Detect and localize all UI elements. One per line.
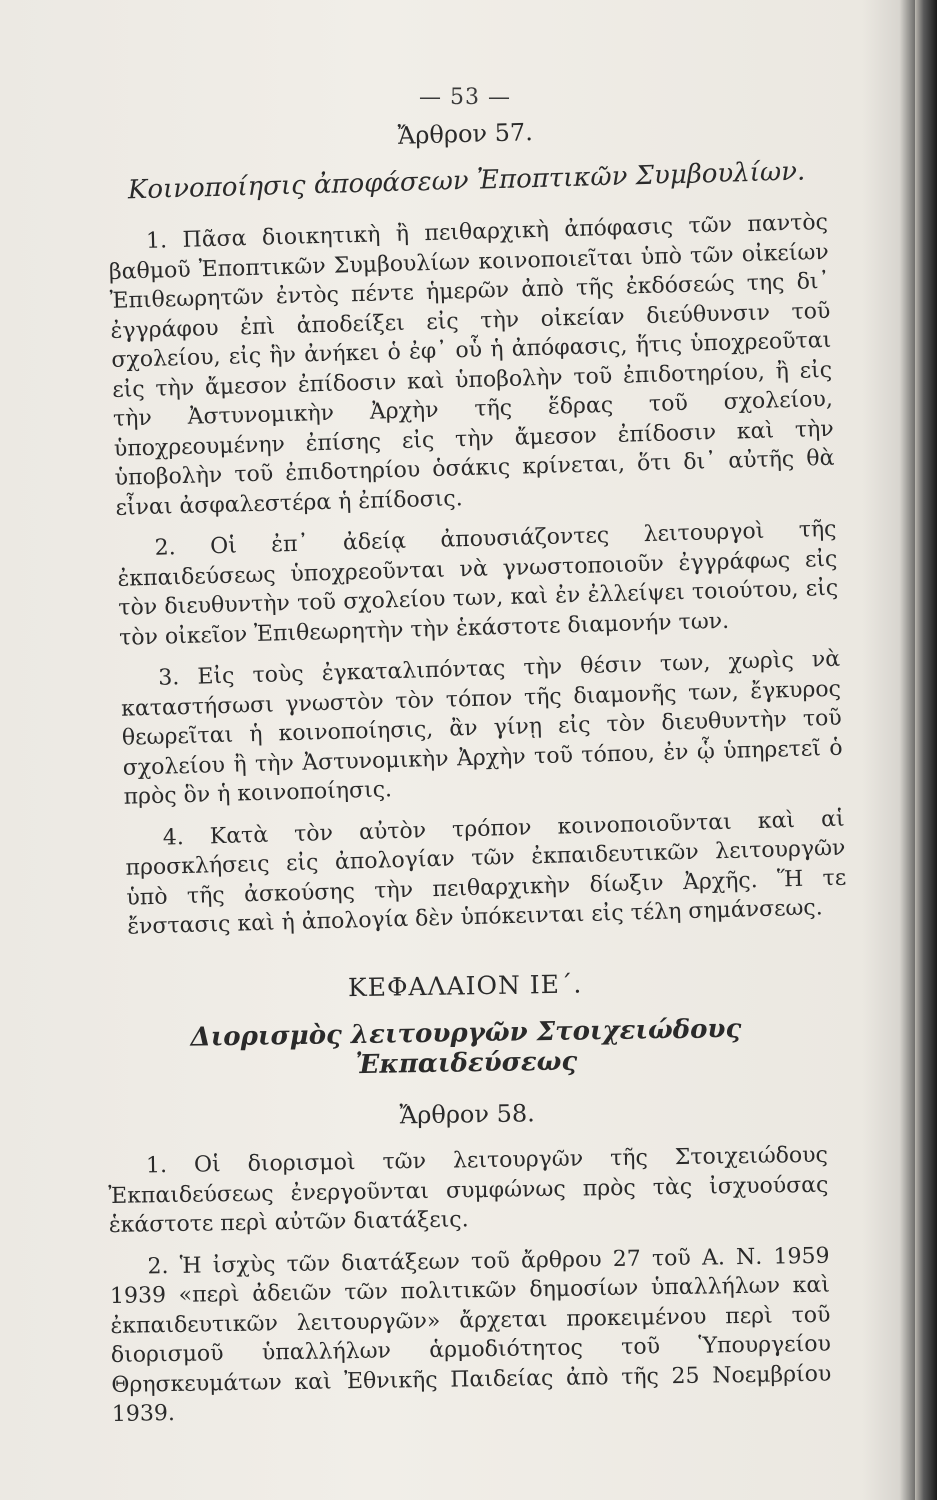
article-58-heading: Ἄρθρον 58. [399, 1098, 535, 1129]
chapter-15-block [105, 965, 832, 1429]
article-57-heading: Ἄρθρον 57. [397, 118, 534, 150]
article-58-paragraph-2: 2. Ἡ ἰσχὺς τῶν διατάξεων τοῦ ἄρθρου 27 τοῦ Α. Ν. 1959 1939 «περὶ ἀδειῶν τῶν πολιτικῶν δημοσίων ὑπαλλήλων καὶ ἐκπαιδευτικῶν λειτουργῶν» ἄρχεται προκειμένου περὶ τοῦ διορισμοῦ ὑπαλλήλων ἁρμοδιότητος τοῦ Ὑπουργείου Θρησκευμάτων καὶ Ἐθνικῆς Παιδείας ἀπὸ τῆς 25 Νοεμβρίου 1939. [109, 1242, 832, 1427]
article-57-paragraph-2: 2. Οἱ ἐπ᾽ ἀδείᾳ ἀπουσιάζοντες λειτουργοὶ τῆς ἐκπαιδεύσεως ὑποχρεοῦνται νὰ γνωστοποιοῦν ἐγγράφως εἰς τὸν διευθυντὴν τοῦ σχολείου των, καὶ ἐν ἐλλείψει τοιούτου, εἰς τὸν οἰκεῖον Ἐπιθεωρητὴν τὴν ἑκάστοτε διαμονήν των. [117, 516, 839, 651]
book-binding-edge [915, 0, 937, 1500]
article-57-block [105, 110, 847, 942]
article-57-paragraph-3: 3. Εἰς τοὺς ἐγκαταλιπόντας τὴν θέσιν των, χωρὶς νὰ καταστήσωσι γνωστὸν τὸν τόπον τῆς διαμονῆς των, ἔγκυρος θεωρεῖται ἡ κοινοποίησις, ἂν γίνῃ εἰς τὸν διευθυντὴν τοῦ σχολείου ἢ τὴν Ἀστυνομικὴν Ἀρχὴν τοῦ τόπου, ἐν ᾧ ὑπηρετεῖ ὁ πρὸς ὃν ἡ κοινοποίησις. [120, 646, 843, 810]
chapter-title: Διορισμὸς λειτουργῶν Στοιχειώδους Ἐκπαιδεύσεως [190, 1013, 742, 1080]
page-number: — 53 — [419, 85, 511, 110]
article-57-paragraph-1: 1. Πᾶσα διοικητικὴ ἢ πειθαρχικὴ ἀπόφασις τῶν παντὸς βαθμοῦ Ἐποπτικῶν Συμβουλίων κοινοποιεῖται ὑπὸ τῶν οἰκείων Ἐπιθεωρητῶν ἐντὸς πέντε ἡμερῶν ἀπὸ τῆς ἐκδόσεώς της δι᾽ ἐγγράφου ἐπὶ ἀποδείξει εἰς τὴν οἰκείαν διεύθυνσιν τοῦ σχολείου, εἰς ἣν ἀνήκει ὁ ἐφ᾽ οὗ ἡ ἀπόφασις, ἥτις ὑποχρεοῦται εἰς τὴν ἄμεσον ἐπίδοσιν καὶ ὑποβολὴν τοῦ ἐπιδοτηρίου, ἢ εἰς τὴν Ἀστυνομικὴν Ἀρχὴν τῆς ἕδρας τοῦ σχολείου, ὑποχρεουμένην ἐπίσης εἰς τὴν ἄμεσον ἐπίδοσιν καὶ τὴν ὑποβολὴν τοῦ ἐπιδοτηρίου ὁσάκις κρίνεται, ὅτι δι᾽ αὐτῆς θὰ εἶναι ἀσφαλεστέρα ἡ ἐπίδοσις. [108, 209, 835, 521]
article-57-paragraph-4: 4. Κατὰ τὸν αὐτὸν τρόπον κοινοποιοῦνται καὶ αἱ προσκλήσεις εἰς ἀπολογίαν τῶν ἐκπαιδευτικῶν λειτουργῶν ὑπὸ τῆς ἀσκούσης τὴν πειθαρχικὴν δίωξιν Ἀρχῆς. Ἥ τε ἔνστασις καὶ ἡ ἀπολογία δὲν ὑπόκεινται εἰς τέλη σημάνσεως. [125, 806, 847, 940]
article-57-title: Κοινοποίησις ἀποφάσεων Ἐποπτικῶν Συμβουλίων. [127, 156, 806, 206]
chapter-heading: ΚΕΦΑΛΑΙΟΝ ΙΕ΄. [347, 969, 583, 1002]
article-58-paragraph-1: 1. Οἱ διορισμοὶ τῶν λειτουργῶν τῆς Στοιχειώδους Ἐκπαιδεύσεως ἐνεργοῦνται συμφώνως πρὸς τὰς ἰσχυούσας ἑκάστοτε περὶ αὐτῶν διατάξεις. [108, 1142, 829, 1238]
page-content [105, 85, 847, 1441]
